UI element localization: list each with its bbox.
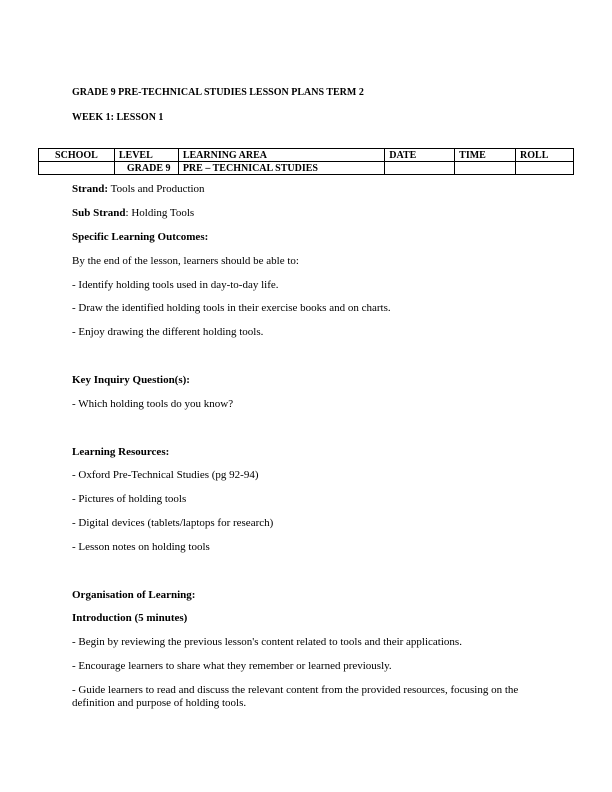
cell-level: GRADE 9 — [114, 162, 178, 175]
list-item: - Begin by reviewing the previous lesson's content related to tools and their applications. — [72, 636, 462, 648]
list-item: - Lesson notes on holding tools — [72, 541, 210, 553]
sub-strand-line — [72, 207, 194, 220]
cell-time — [455, 162, 516, 175]
header-school: SCHOOL — [39, 149, 115, 162]
list-item: - Encourage learners to share what they remember or learned previously. — [72, 660, 392, 672]
sub-strand-value: : Holding Tools — [125, 207, 195, 219]
introduction-heading: Introduction (5 minutes) — [72, 612, 188, 624]
list-item: - Digital devices (tablets/laptops for research) — [72, 517, 274, 529]
table-row — [39, 162, 574, 175]
resources-heading: Learning Resources: — [72, 446, 170, 458]
list-item: - Draw the identified holding tools in their exercise books and on charts. — [72, 302, 391, 314]
table-header-row — [39, 149, 574, 162]
week-lesson-label: WEEK 1: LESSON 1 — [72, 112, 164, 123]
cell-date — [385, 162, 455, 175]
organisation-heading: Organisation of Learning: — [72, 589, 196, 601]
list-item: - Which holding tools do you know? — [72, 398, 234, 410]
inquiry-heading: Key Inquiry Question(s): — [72, 374, 190, 386]
list-item: - Enjoy drawing the different holding tools. — [72, 326, 264, 338]
outcomes-intro: By the end of the lesson, learners should be able to: — [72, 255, 299, 267]
cell-learning-area: PRE – TECHNICAL STUDIES — [178, 162, 384, 175]
list-item: - Pictures of holding tools — [72, 493, 187, 505]
cell-roll — [516, 162, 574, 175]
header-date: DATE — [385, 149, 455, 162]
strand-line — [72, 183, 205, 196]
list-item: - Identify holding tools used in day-to-day life. — [72, 279, 279, 291]
header-roll: ROLL — [516, 149, 574, 162]
cell-school — [39, 162, 115, 175]
header-time: TIME — [455, 149, 516, 162]
strand-value: Tools and Production — [108, 183, 205, 195]
header-level: LEVEL — [114, 149, 178, 162]
list-item: - Oxford Pre-Technical Studies (pg 92-94) — [72, 469, 259, 481]
strand-label: Strand: — [72, 183, 109, 195]
sub-strand-label: Sub Strand — [72, 207, 126, 219]
list-item: - Guide learners to read and discuss the relevant content from the provided resources, focusing on the definition and purpose of holding tools. — [72, 684, 519, 709]
lesson-info-table — [38, 148, 574, 175]
outcomes-heading: Specific Learning Outcomes: — [72, 231, 209, 243]
header-learning-area: LEARNING AREA — [178, 149, 384, 162]
document-title: GRADE 9 PRE-TECHNICAL STUDIES LESSON PLANS TERM 2 — [72, 87, 364, 98]
